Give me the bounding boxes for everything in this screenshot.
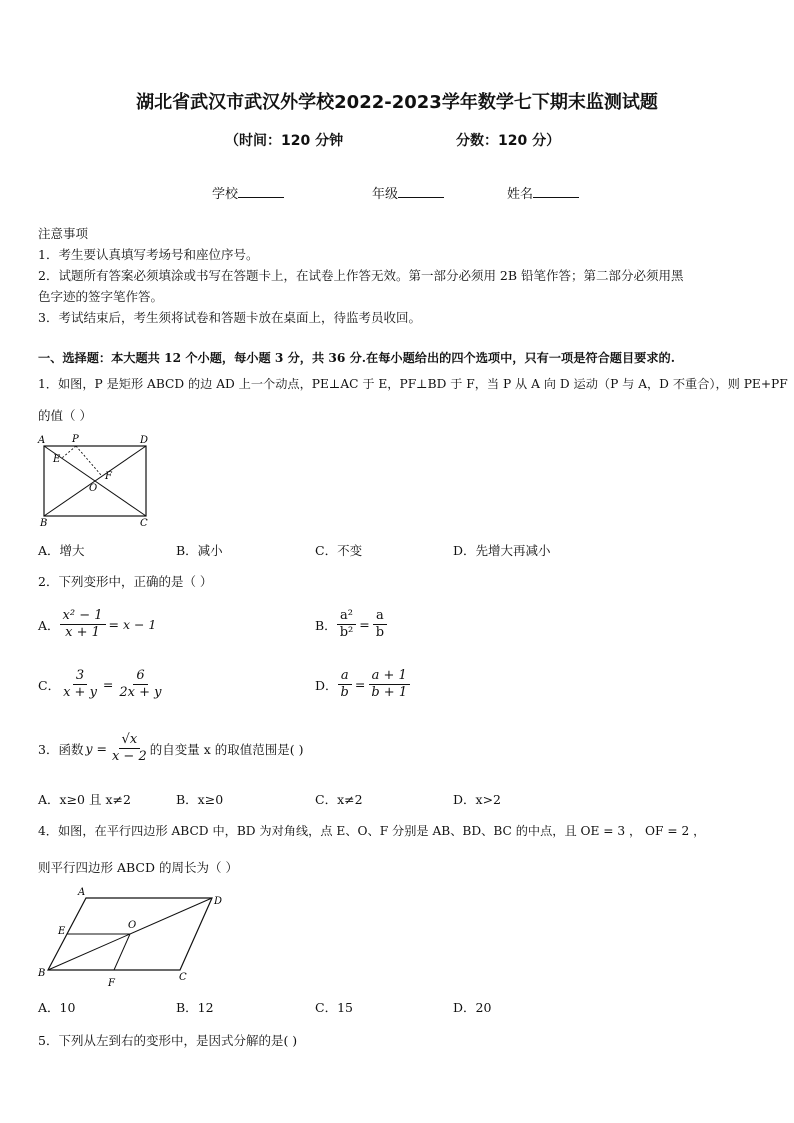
note-item: 1．考生要认真填写考场号和座位序号。 [38,247,259,262]
note-item: 3．考试结束后，考生须将试卷和答题卡放在桌面上，待监考员收回。 [38,310,421,325]
q3-stem [38,732,303,766]
q1-stem-line2: 的值（ ） [38,408,92,423]
q2-d-label: D． [315,677,338,693]
fig4-label-F: F [108,978,115,989]
q2-option-a[interactable] [38,608,156,642]
fig1-label-A: A [38,435,46,446]
q2-a-rhs: = x − 1 [108,617,157,633]
q3-fraction: $\frac{√x}{x - 2}$ [111,732,147,765]
q3-prefix: 3．函数 [38,741,84,757]
fig1-label-B: B [40,518,48,529]
q4-stem-line2: 则平行四边形 ABCD 的周长为（ ） [38,860,238,875]
q3-option-a[interactable]: A．x≥0 且 x≠2 [38,792,131,807]
fig4-label-A: A [78,887,86,898]
q4-option-b[interactable]: B．12 [176,1000,214,1015]
q2-d-equals: = [354,677,366,693]
fig4-label-O: O [128,920,137,931]
page-title: 湖北省武汉市武汉外学校2022-2023学年数学七下期末监测试题 [136,92,658,113]
exam-time: （时间：120 分钟 [225,133,344,149]
q4-option-a[interactable]: A．10 [38,1000,76,1015]
rectangle-figure [34,432,158,530]
q3-option-c[interactable]: C．x≠2 [315,792,363,807]
q1-option-a[interactable]: A．增大 [38,543,85,558]
fig1-label-C: C [140,518,148,529]
q1-option-c[interactable]: C．不变 [315,543,363,558]
notes-heading: 注意事项 [38,226,89,241]
q2-b-equals: = [359,617,370,633]
note-item: 色字迹的签字笔作答。 [38,289,164,304]
q2-option-b[interactable] [315,608,387,642]
school-label: 学校 [212,187,239,202]
q3-option-b[interactable]: B．x≥0 [176,792,224,807]
q4-option-c[interactable]: C．15 [315,1000,353,1015]
q1-option-b[interactable]: B．减小 [176,543,223,558]
q5-stem: 5．下列从左到右的变形中，是因式分解的是( ) [38,1033,298,1048]
note-item: 2．试题所有答案必须填涂或书写在答题卡上，在试卷上作答无效。第一部分必须用 2B 铅笔作答；第二部分必须用黑 [38,268,684,283]
grade-field[interactable] [372,183,444,202]
q1-option-d[interactable]: D．先增大再减小 [453,543,551,558]
q1-stem-line1: 1．如图，P 是矩形 ABCD 的边 AD 上一个动点，PE⊥AC 于 E，PF⊥BD 于 F，当 P 从 A 向 D 运动（P 与 A，D 不重合），则 PE+PF [38,377,788,391]
fig1-label-E: E [53,454,61,465]
school-field[interactable] [212,183,284,202]
q2-d-fraction-right: $\frac{a + 1}{b + 1}$ [368,668,410,702]
q3-option-d[interactable]: D．x>2 [453,792,501,807]
q2-b-label: B． [315,617,337,633]
q2-a-fraction: $\frac{\text{x² − 1}}{x + 1}$ [60,608,106,642]
grade-blank[interactable] [398,186,444,198]
fig4-label-E: E [58,926,66,937]
name-label: 姓名 [507,187,534,202]
q2-c-equals: = [102,677,114,693]
q2-c-fraction-left: $\frac{3}{x + y}$ [63,668,97,701]
q2-c-fraction-right: $\frac{6}{2x + y}$ [119,668,162,701]
school-blank[interactable] [238,186,284,198]
q2-b-fraction-left: $\frac{\text{a²}}{\text{b²}}$ [337,608,357,642]
parallelogram-figure [34,884,234,990]
name-blank[interactable] [533,186,579,198]
name-field[interactable] [507,183,579,202]
q2-stem: 2．下列变形中，正确的是（ ） [38,574,213,589]
fig4-label-C: C [179,972,187,983]
q2-d-fraction-left: $\frac{a}{b}$ [338,668,352,702]
q3-y: y = [85,741,107,757]
q2-option-c[interactable] [38,668,165,702]
fig4-label-B: B [38,968,46,979]
q2-option-d[interactable] [315,668,410,702]
q2-b-fraction-right: $\frac{a}{b}$ [373,608,387,642]
grade-label: 年级 [372,187,399,202]
fig1-label-P: P [72,434,79,445]
q4-option-d[interactable]: D．20 [453,1000,492,1015]
q2-c-label: C． [38,677,61,693]
fig4-label-D: D [214,896,223,907]
section-heading: 一、选择题：本大题共 12 个小题，每小题 3 分，共 36 分.在每小题给出的四个选项中，只有一项是符合题目要求的. [38,351,675,365]
q2-a-label: A． [38,617,60,633]
fig1-label-F: F [105,471,112,482]
exam-score: 分数：120 分） [456,133,561,149]
q4-stem-line1: 4．如图，在平行四边形 ABCD 中，BD 为对角线，点 E、O、F 分别是 AB、BD、BC 的中点，且 OE = 3 ， OF = 2 ， [38,824,706,838]
q3-suffix: 的自变量 x 的取值范围是( ) [149,741,304,757]
fig1-label-O: O [89,483,98,494]
fig1-label-D: D [140,435,149,446]
